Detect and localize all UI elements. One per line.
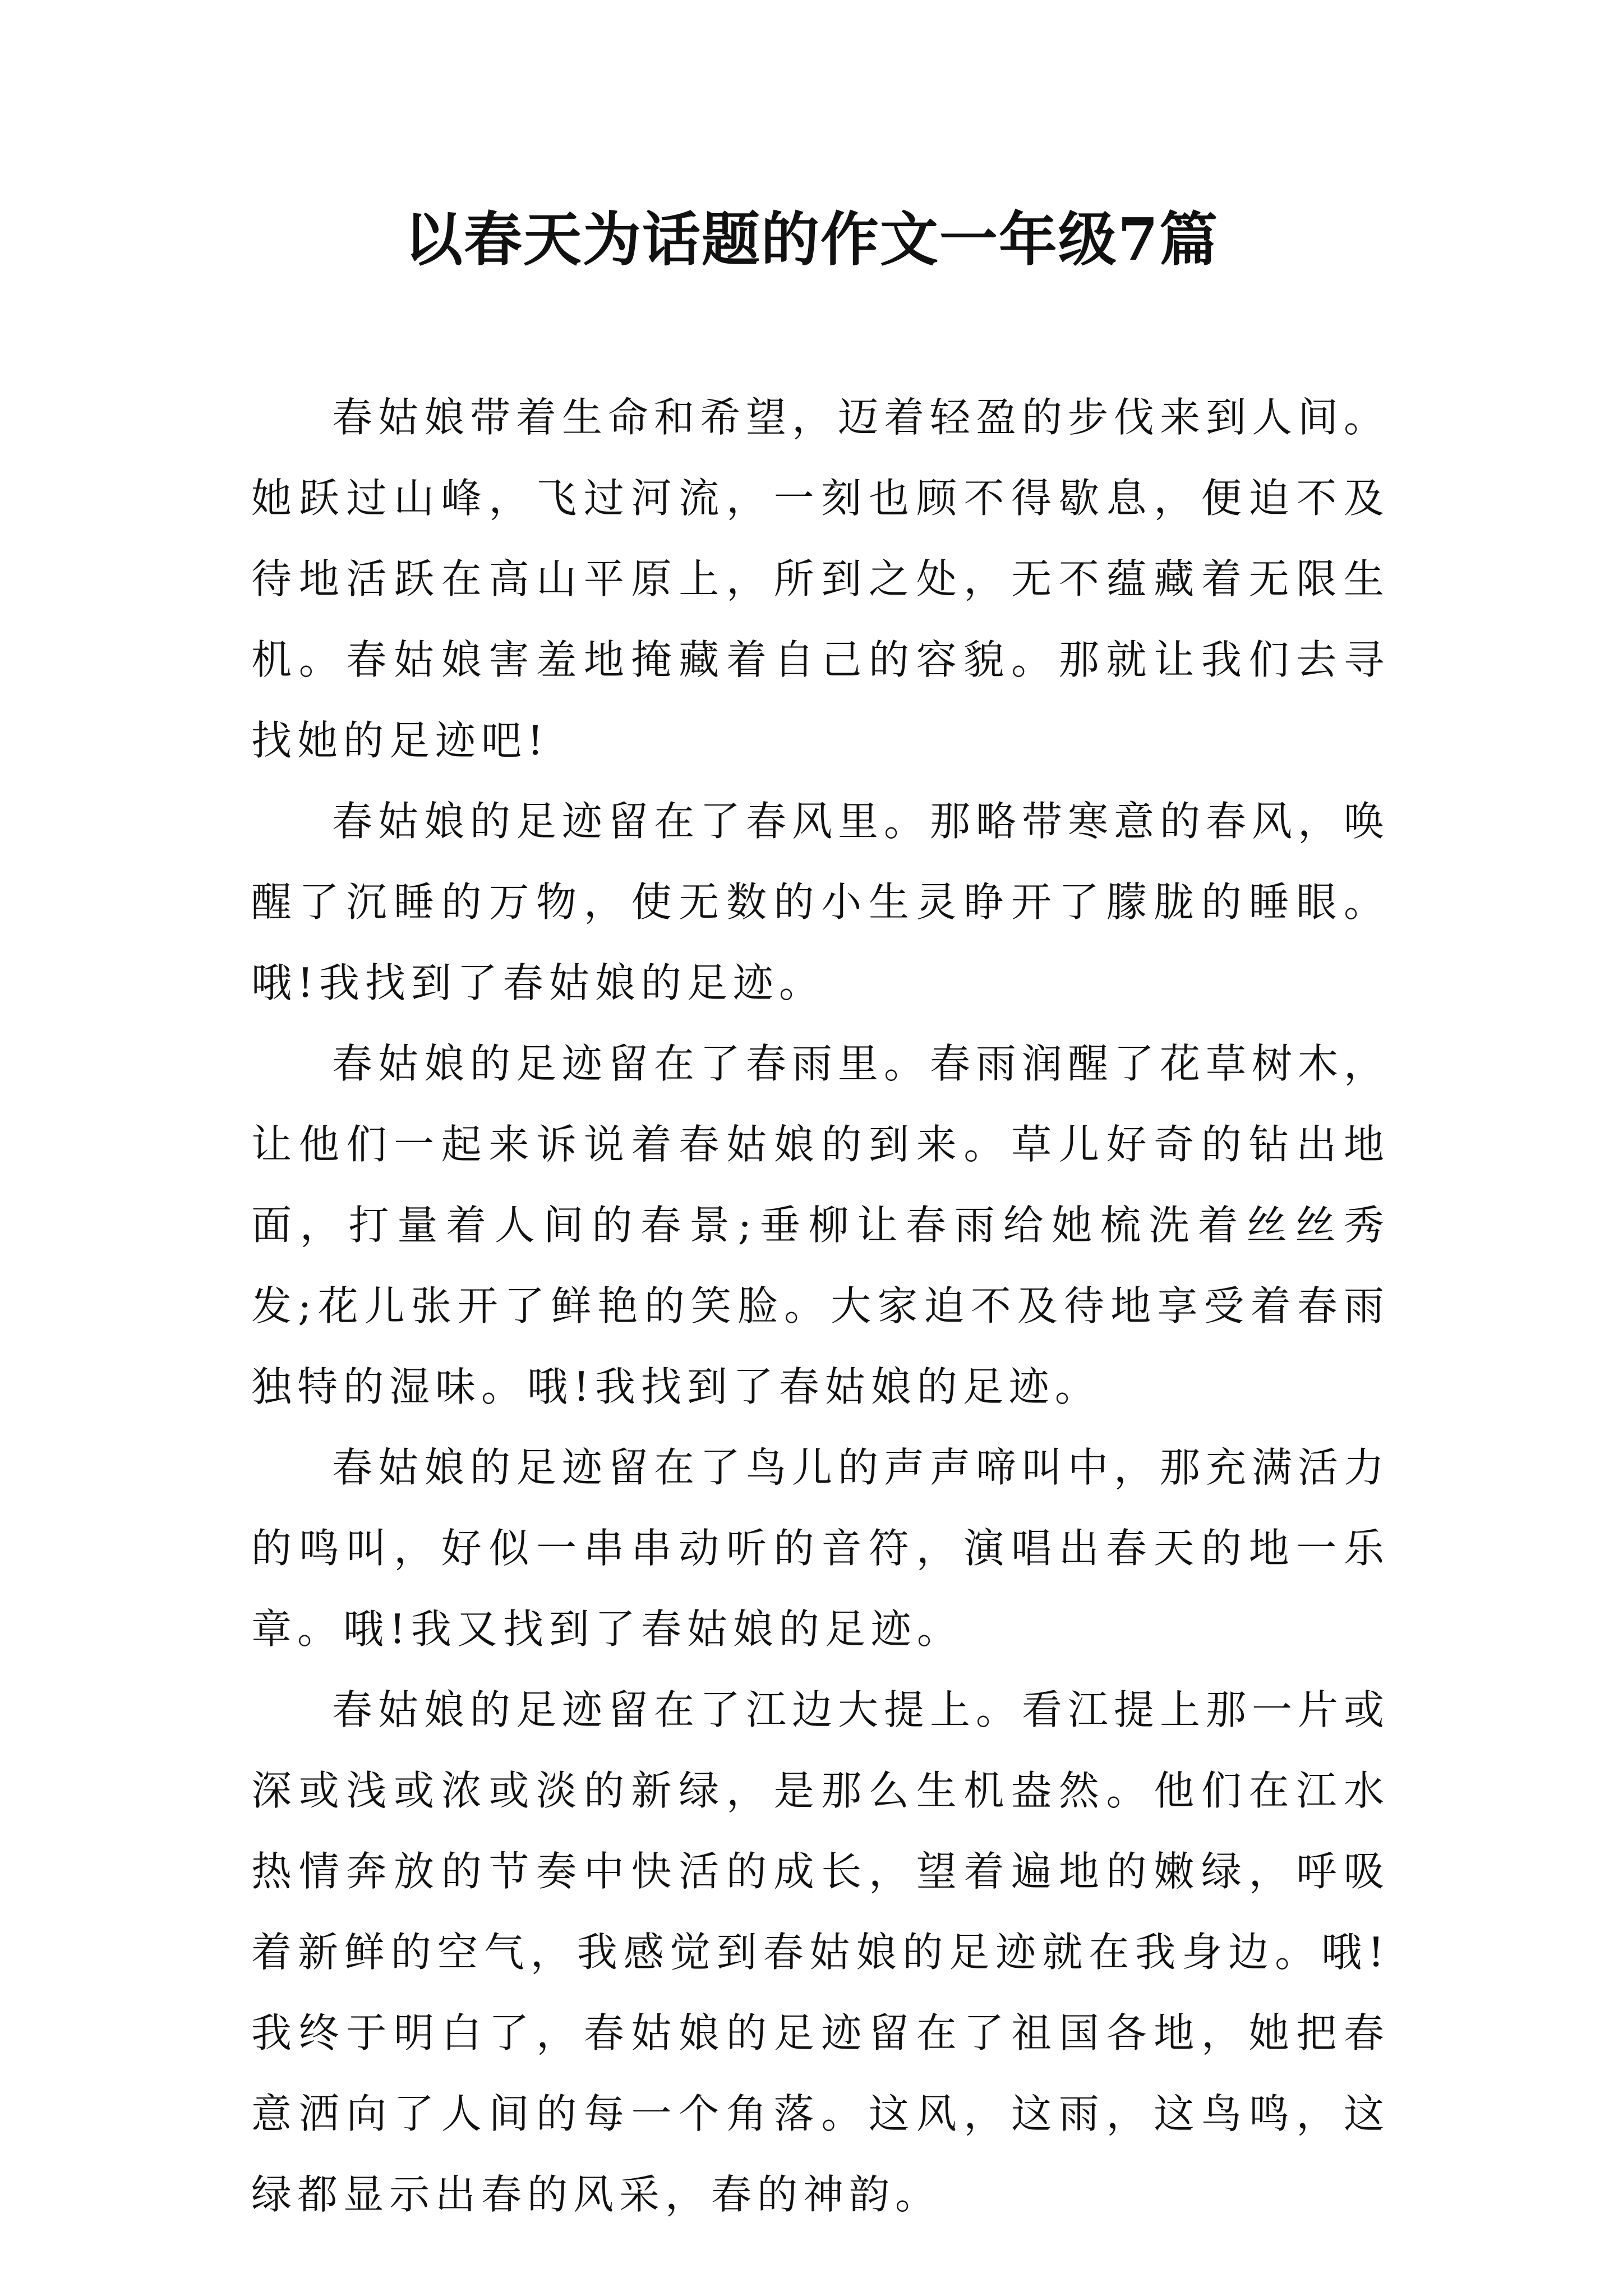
paragraph-3: 春姑娘的足迹留在了春雨里。春雨润醒了花草树木，让他们一起来诉说着春姑娘的到来。草儿好奇的钻出地面，打量着人间的春景;垂柳让春雨给她梳洗着丝丝秀发;花儿张开了鲜艳的笑脸。大家迫不及待地享受着春雨独特的湿味。哦!我找到了春姑娘的足迹。 xyxy=(251,1040,1390,1410)
paragraph-2: 春姑娘的足迹留在了春风里。那略带寒意的春风，唤醒了沉睡的万物，使无数的小生灵睁开了朦胧的睡眼。哦!我找到了春姑娘的足迹。 xyxy=(251,798,1390,1006)
document-title: 以春天为话题的作文一年级7篇 xyxy=(404,205,1219,274)
paragraph-5: 春姑娘的足迹留在了江边大提上。看江提上那一片或深或浅或浓或淡的新绿，是那么生机盎然。他们在江水热情奔放的节奏中快活的成长，望着遍地的嫩绿，呼吸着新鲜的空气，我感觉到春姑娘的足迹就在我身边。哦!我终于明白了，春姑娘的足迹留在了祖国各地，她把春意洒向了人间的每一个角落。这风，这雨，这鸟鸣，这绿都显示出春的风采，春的神韵。 xyxy=(251,1686,1390,2218)
document-body xyxy=(251,377,1390,2235)
paragraph-4: 春姑娘的足迹留在了鸟儿的声声啼叫中，那充满活力的鸣叫，好似一串串动听的音符，演唱出春天的地一乐章。哦!我又找到了春姑娘的足迹。 xyxy=(251,1444,1390,1653)
paragraph-1: 春姑娘带着生命和希望，迈着轻盈的步伐来到人间。她跃过山峰，飞过河流，一刻也顾不得歇息，便迫不及待地活跃在高山平原上，所到之处，无不蕴藏着无限生机。春姑娘害羞地掩藏着自己的容貌。那就让我们去寻找她的足迹吧! xyxy=(251,394,1390,764)
